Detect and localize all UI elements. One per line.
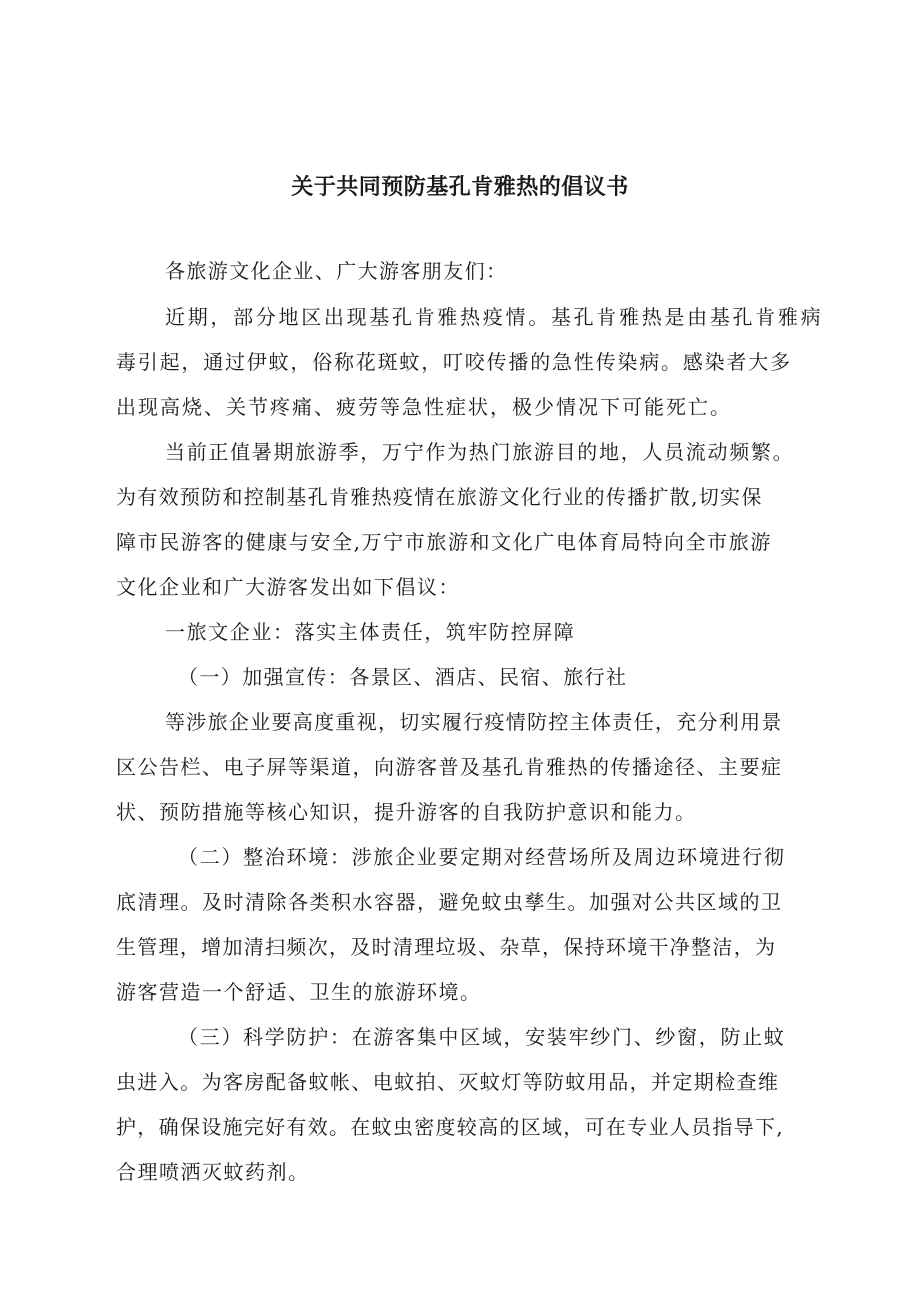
- paragraph-line: 状、预防措施等核心知识，提升游客的自我防护意识和能力。: [116, 800, 697, 824]
- paragraph-line: 障市民游客的健康与安全,万宁市旅游和文化广电体育局特向全市旅游: [116, 530, 772, 554]
- subsection-line: （三）科学防护：在游客集中区域，安装牢纱门、纱窗，防止蚊: [178, 1025, 786, 1049]
- paragraph-line: 底清理。及时清除各类积水容器，避免蚊虫孳生。加强对公共区域的卫: [116, 890, 783, 914]
- paragraph-line: 出现高烧、关节疼痛、疲劳等急性症状，极少情况下可能死亡。: [116, 395, 732, 419]
- paragraph-line: 游客营造一个舒适、卫生的旅游环境。: [116, 980, 482, 1004]
- subsection-line: （二）整治环境：涉旅企业要定期对经营场所及周边环境进行彻: [178, 845, 786, 869]
- paragraph-line: 毒引起，通过伊蚊，俗称花斑蚊，叮咬传播的急性传染病。感染者大多: [116, 350, 792, 374]
- paragraph-line: 合理喷洒灭蚊药剂。: [116, 1160, 310, 1184]
- paragraph-line: 护，确保设施完好有效。在蚊虫密度较高的区域，可在专业人员指导下,: [116, 1115, 784, 1139]
- paragraph-line: 虫进入。为客房配备蚊帐、电蚊拍、灭蚊灯等防蚊用品，并定期检查维: [116, 1070, 780, 1094]
- paragraph-line: 生管理，增加清扫频次，及时清理垃圾、杂草，保持环境干净整洁，为: [116, 935, 777, 959]
- subsection-line: （一）加强宣传：各景区、酒店、民宿、旅行社: [178, 665, 628, 689]
- paragraph-line: 为有效预防和控制基孔肯雅热疫情在旅游文化行业的传播扩散,切实保: [116, 485, 763, 509]
- paragraph-line: 区公告栏、电子屏等渠道，向游客普及基孔肯雅热的传播途径、主要症: [116, 755, 783, 779]
- section-heading: 一旅文企业：落实主体责任，筑牢防控屏障: [165, 620, 576, 644]
- document-title: 关于共同预防基孔肯雅热的倡议书: [291, 175, 629, 200]
- paragraph-line: 文化企业和广大游客发出如下倡议：: [116, 575, 460, 599]
- paragraph-line: 当前正值暑期旅游季，万宁作为热门旅游目的地，人员流动频繁。: [165, 440, 795, 464]
- paragraph-line: 近期，部分地区出现基孔肯雅热疫情。基孔肯雅热是由基孔肯雅病: [165, 305, 824, 329]
- paragraph-line: 等涉旅企业要高度重视，切实履行疫情防控主体责任，充分利用景: [165, 710, 783, 734]
- salutation: 各旅游文化企业、广大游客朋友们：: [165, 259, 508, 283]
